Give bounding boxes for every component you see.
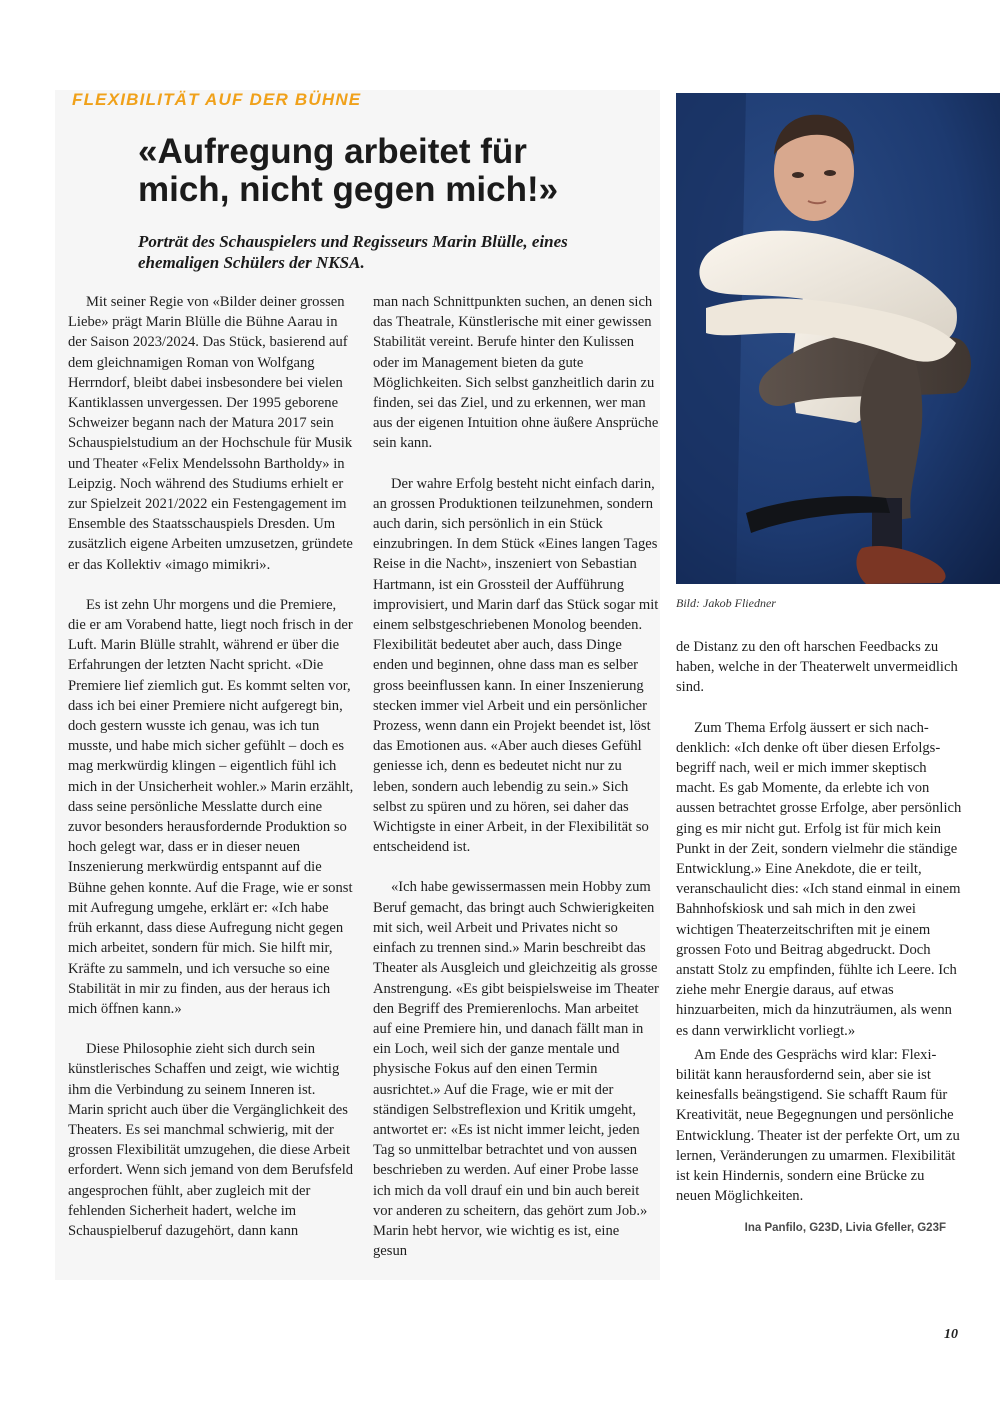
body-paragraph-6: Zum Thema Erfolg äussert er sich nachdenklich: «Ich denke oft über diesen Erfolgsbegriff nach, weil er mich immer skeptisch macht. Es gab Momente, da erlebte ich von aussen betrachtet grosse Erfolge, aber persönlich ging es mir nicht gut. Erfolg ist für mich kein Punkt in der Zeit, sondern vielmehr die ständige Entwicklung.» Eine Anekdote, die er teilt, veranschaulicht dies: «Ich stand einmal in einem Bahnhofskiosk und sah mich in den zwei wichtigen Theaterzeitschriften mit je einem grossen Foto und Beitrag abgedruckt. Doch anstatt Stolz zu empfinden, fühlte ich Leere. Ich ziehe mehr Energie daraus, auf etwas hinzuarbeiten, mich da hinzuträumen, als wenn es dann verwirklicht vorliegt.» bbox=[676, 719, 962, 1039]
body-paragraph-1: Mit seiner Regie von «Bilder deiner grossen Liebe» prägt Marin Blülle die Bühne Aarau in der Saison 2023/2024. Das Stück, basierend auf dem gleichnamigen Roman von Wolfgang Herrndorf, bleibt dabei insbesondere bei vielen Kantiklassen unvergessen. Der 1995 geborene Schweizer begann nach der Matura 2017 sein Schauspielstudium an der Hochschule für Musik und Theater «Felix Mendelssohn Bartholdy» in Leipzig. Noch während des Studiums erhielt er zur Spielzeit 2021/2022 ein Festengagement im Ensemble des Staatsschauspiels Dresden. Um zusätzlich eigene Arbeiten umzusetzen, gründete er das Kollektiv «imago mimikri». bbox=[68, 294, 353, 573]
portrait-photo bbox=[676, 93, 1000, 584]
lead-line-2: ehemaligen Schülers der NKSA. bbox=[138, 253, 365, 272]
article-lead bbox=[138, 231, 658, 273]
lead-line-1: Porträt des Schauspielers und Regisseurs Marin Blülle, eines bbox=[138, 232, 568, 251]
section-kicker: FLEXIBILITÄT AUF DER BÜHNE bbox=[72, 90, 362, 109]
body-paragraph-3-continued: man nach Schnittpunkten suchen, an denen sich das Theatrale, Künstlerische mit einer gewissen Stabilität vereint. Berufe hinter den Kulissen oder im Management bieten da gute Möglichkeiten. Sich selbst ganzheitlich darin zu finden, sei das Ziel, und zu erkennen, wer man aus der eigenen Intuition ohne äußere Ansprüche sein kann. bbox=[373, 294, 659, 452]
text-column-1 bbox=[68, 292, 354, 1241]
page-number: 10 bbox=[944, 1327, 958, 1342]
article-headline bbox=[138, 133, 658, 209]
photo-caption: Bild: Jakob Fliedner bbox=[676, 596, 776, 610]
article-authors: Ina Panfilo, G23D, Livia Gfeller, G23F bbox=[744, 1222, 946, 1234]
body-paragraph-5: «Ich habe gewissermassen mein Hobby zum Beruf gemacht, das bringt auch Schwierigkeiten mit sich, weil Arbeit und Privates nicht so einfach zu trennen sind.» Marin beschreibt das Theater als Ausgleich und gleichzeitig als grosse Anstrengung. «Es gibt beispielsweise im Theater den Begriff des Premierenlochs. Man arbeitet auf eine Premiere hin, und danach fällt man in ein Loch, weil sich der ganze mentale und physische Fokus auf den einen Termin ausrichtet.» Auf die Frage, wie er mit der ständigen Selbstreflexion und Kritik umgeht, antwortet er: «Es ist nicht immer leicht, jeden Tag so unmittelbar betrachtet und von aussen beschrieben zu werden. Auf einer Probe lasse ich mich da voll drauf ein und bin auch bereit vor anderen zu scheitern, das gehört zum Job.» Marin hebt hervor, wie wichtig es ist, eine gesun bbox=[373, 879, 659, 1260]
headline-line-1: «Aufregung arbeitet für bbox=[138, 132, 527, 171]
body-paragraph-5-continued: de Distanz zu den oft harschen Feedbacks zu haben, welche in der Theaterwelt unvermeidlich sind. bbox=[676, 639, 958, 696]
body-paragraph-7: Am Ende des Gesprächs wird klar: Flexibilität kann herausfordernd sein, aber sie ist keinesfalls beängstigend. Sie schafft Raum für Kreativität, neue Begegnungen und persönliche Entwicklung. Theater ist der perfekte Ort, um zu lernen, Veränderungen zu umarmen. Flexibilität ist kein Hindernis, sondern eine Brücke zu neuen Möglichkeiten. bbox=[676, 1046, 960, 1205]
headline-line-2: mich, nicht gegen mich!» bbox=[138, 170, 559, 209]
body-paragraph-4: Der wahre Erfolg besteht nicht einfach darin, an grossen Produktionen teilzunehmen, sondern auch darin, sich persönlich in ein Stück einzubringen. In dem Stück «Eines langen Tages Reise in die Nacht», inszeniert von Sebastian Hartmann, ist ein Grossteil der Aufführung improvisiert, und Marin darf das Stück sogar mit einem selbstgeschriebenen Monolog beenden. Flexibilität bedeutet aber auch, dass Dinge enden und beginnen, ohne dass man es selber gross beeinflussen kann. In einer Inszenierung stecken immer viel Arbeit und ein persönlicher Prozess, wenn dann ein Projekt beendet ist, löst das Emotionen aus. «Aber auch dieses Gefühl geniesse ich, denn es bedeutet nicht nur zu leben, sondern auch lebendig zu sein.» Sich selbst zu spüren und zu hören, sei daher das Wichtigste in einer Arbeit, in der Flexibilität so entscheidend ist. bbox=[373, 475, 659, 856]
body-paragraph-2: Es ist zehn Uhr morgens und die Premiere, die er am Vorabend hatte, liegt noch frisch in der Luft. Marin Blülle strahlt, während er über die Erfahrungen der letzten Nacht spricht. «Die Premiere lief ziemlich gut. Es kommt selten vor, dass ich bei einer Premiere nicht aufgeregt bin, doch gestern wusste ich genau, was ich tun musste, und habe mich sicher gefühlt – doch es mag merkwürdig klingen – eigentlich fühl ich mich in der Unsicherheit wohler.» Marin erzählt, dass seine persönliche Messlatte durch eine zuvor besonders herausfordernde Produktion so hoch gelegt war, dass er in dieser neuen Inszenierung merkwürdig entspannt auf die Bühne gehen konnte. Auf die Frage, wie er sonst mit Aufregung umgehe, erklärt er: «Ich habe früh erkannt, dass diese Aufregung nicht gegen mich arbeitet, sondern für mich. Sie hilft mir, Kräfte zu sammeln, und ich versuche so eine Stabilität in mir zu finden, aus der heraus ich mich öffnen kann.» bbox=[68, 596, 354, 1017]
text-column-3 bbox=[676, 637, 962, 1206]
body-paragraph-3: Diese Philosophie zieht sich durch sein künstlerisches Schaffen und zeigt, wie wichtig ihm die Verbindung zu seinem Inneren ist. Marin spricht auch über die Vergänglichkeit des Theaters. Es sei manchmal schwierig, mit der grossen Flexibilität umzugehen, die diese Arbeit erfordert. Wenn sich jemand von dem Berufsfeld angesprochen fühlt, aber zugleich mit der fehlenden Sicherheit hadert, welche im Schauspielberuf dazugehört, dann kann bbox=[68, 1041, 354, 1239]
text-column-2 bbox=[373, 292, 659, 1261]
